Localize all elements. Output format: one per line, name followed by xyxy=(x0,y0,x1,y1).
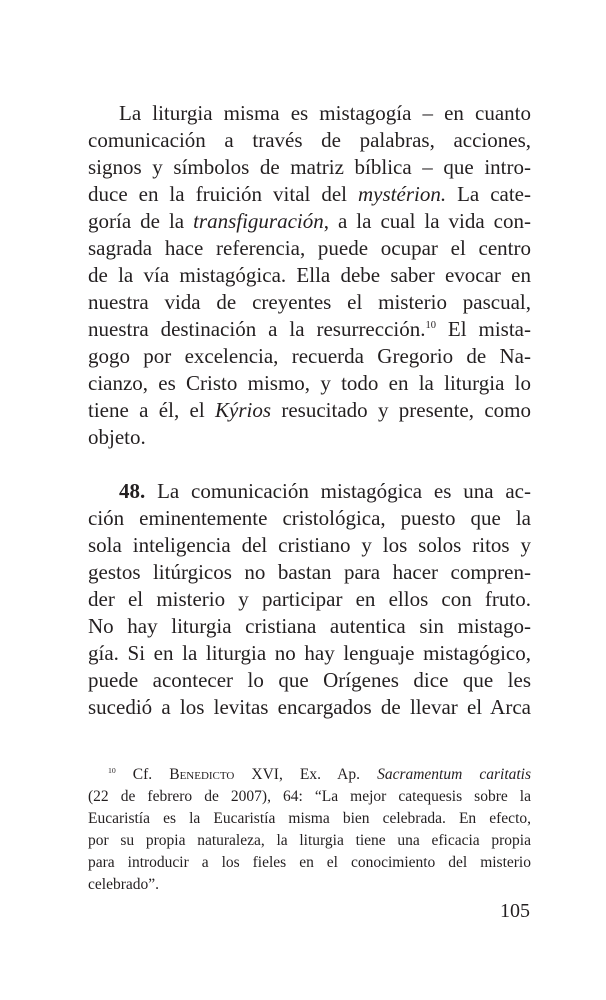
text-line xyxy=(88,235,531,262)
text-segment: duce en la fruición vital del xyxy=(88,182,358,206)
paragraph-liturgy-mystagogy xyxy=(88,100,531,451)
text-segment: transfiguración xyxy=(193,209,324,233)
text-line xyxy=(88,154,531,181)
text-line xyxy=(88,613,531,640)
text-segment: No hay liturgia cristiana autentica sin mistago- xyxy=(88,614,531,638)
text-segment: sagrada hace referencia, puede ocupar el centro xyxy=(88,236,531,260)
text-segment: signos y símbolos de matriz bíblica – que intro- xyxy=(88,155,531,179)
footnote-10 xyxy=(88,764,531,896)
footnote-marker: 10 xyxy=(425,320,436,331)
text-segment: Benedicto xyxy=(169,766,235,783)
text-segment: XVI, Ex. Ap. xyxy=(234,766,378,783)
text-line xyxy=(88,397,531,424)
text-segment: celebrado”. xyxy=(88,876,159,893)
text-segment: resucitado y presente, como xyxy=(271,398,531,422)
text-line xyxy=(88,808,531,830)
text-line xyxy=(88,874,531,896)
text-segment: La cate- xyxy=(446,182,531,206)
text-segment: Sacramentum caritatis xyxy=(377,766,532,783)
text-segment: puede acontecer lo que Orígenes dice que les xyxy=(88,668,531,692)
text-segment: mystérion. xyxy=(358,182,447,206)
text-line xyxy=(88,100,531,127)
text-segment: por su propia naturaleza, la liturgia tiene una eficacia propia xyxy=(88,832,531,849)
text-line xyxy=(88,694,531,721)
text-line xyxy=(88,289,531,316)
text-line xyxy=(88,343,531,370)
text-line xyxy=(88,370,531,397)
text-segment: comunicación a través de palabras, acciones, xyxy=(88,128,531,152)
text-line xyxy=(88,667,531,694)
text-segment: gestos litúrgicos no bastan para hacer compren- xyxy=(88,560,531,584)
text-segment: para introducir a los fieles en el conocimiento del misterio xyxy=(88,854,531,871)
text-segment: Eucaristía es la Eucaristía misma bien celebrada. En efecto, xyxy=(88,810,531,827)
text-segment: sola inteligencia del cristiano y los solos ritos y xyxy=(88,533,531,557)
text-segment: objeto. xyxy=(88,425,146,449)
text-line xyxy=(88,208,531,235)
page-number: 105 xyxy=(500,900,530,922)
text-line xyxy=(88,181,531,208)
text-segment: de la vía mistagógica. Ella debe saber evocar en xyxy=(88,263,531,287)
text-segment: (22 de febrero de 2007), 64: “La mejor catequesis sobre la xyxy=(88,788,531,805)
text-line xyxy=(88,559,531,586)
text-segment: tiene a él, el xyxy=(88,398,215,422)
text-segment: sucedió a los levitas encargados de llevar el Arca xyxy=(88,695,531,719)
text-line xyxy=(88,532,531,559)
text-segment: , a la cual la vida con- xyxy=(323,209,531,233)
text-segment: gogo por excelencia, recuerda Gregorio de Na- xyxy=(88,344,531,368)
text-line xyxy=(88,852,531,874)
text-segment: El mista- xyxy=(435,317,531,341)
text-segment: La liturgia misma es mistagogía – en cuanto xyxy=(119,101,531,125)
text-line xyxy=(88,786,531,808)
text-segment: La comunicación mistagógica es una ac- xyxy=(145,479,531,503)
text-segment: goría de la xyxy=(88,209,194,233)
text-line xyxy=(88,478,531,505)
text-line xyxy=(88,424,531,451)
text-segment: gía. Si en la liturgia no hay lenguaje mistagógico, xyxy=(88,641,531,665)
text-segment: ción eminentemente cristológica, puesto que la xyxy=(88,506,531,530)
text-segment: nuestra vida de creyentes el misterio pascual, xyxy=(88,290,531,314)
text-line xyxy=(88,505,531,532)
text-line xyxy=(88,127,531,154)
text-segment: Kýrios xyxy=(215,398,272,422)
text-segment: nuestra destinación a la resurrección. xyxy=(88,317,426,341)
text-segment: 48. xyxy=(119,479,146,503)
text-line xyxy=(88,640,531,667)
paragraph-48 xyxy=(88,478,531,721)
text-segment: Cf. xyxy=(115,766,170,783)
text-line xyxy=(88,316,531,343)
text-line xyxy=(88,586,531,613)
text-line xyxy=(88,830,531,852)
text-segment: der el misterio y participar en ellos con fruto. xyxy=(88,587,531,611)
footnote-marker: 10 xyxy=(108,765,116,775)
text-segment: cianzo, es Cristo mismo, y todo en la liturgia lo xyxy=(88,371,531,395)
text-line xyxy=(88,764,531,786)
text-line xyxy=(88,262,531,289)
